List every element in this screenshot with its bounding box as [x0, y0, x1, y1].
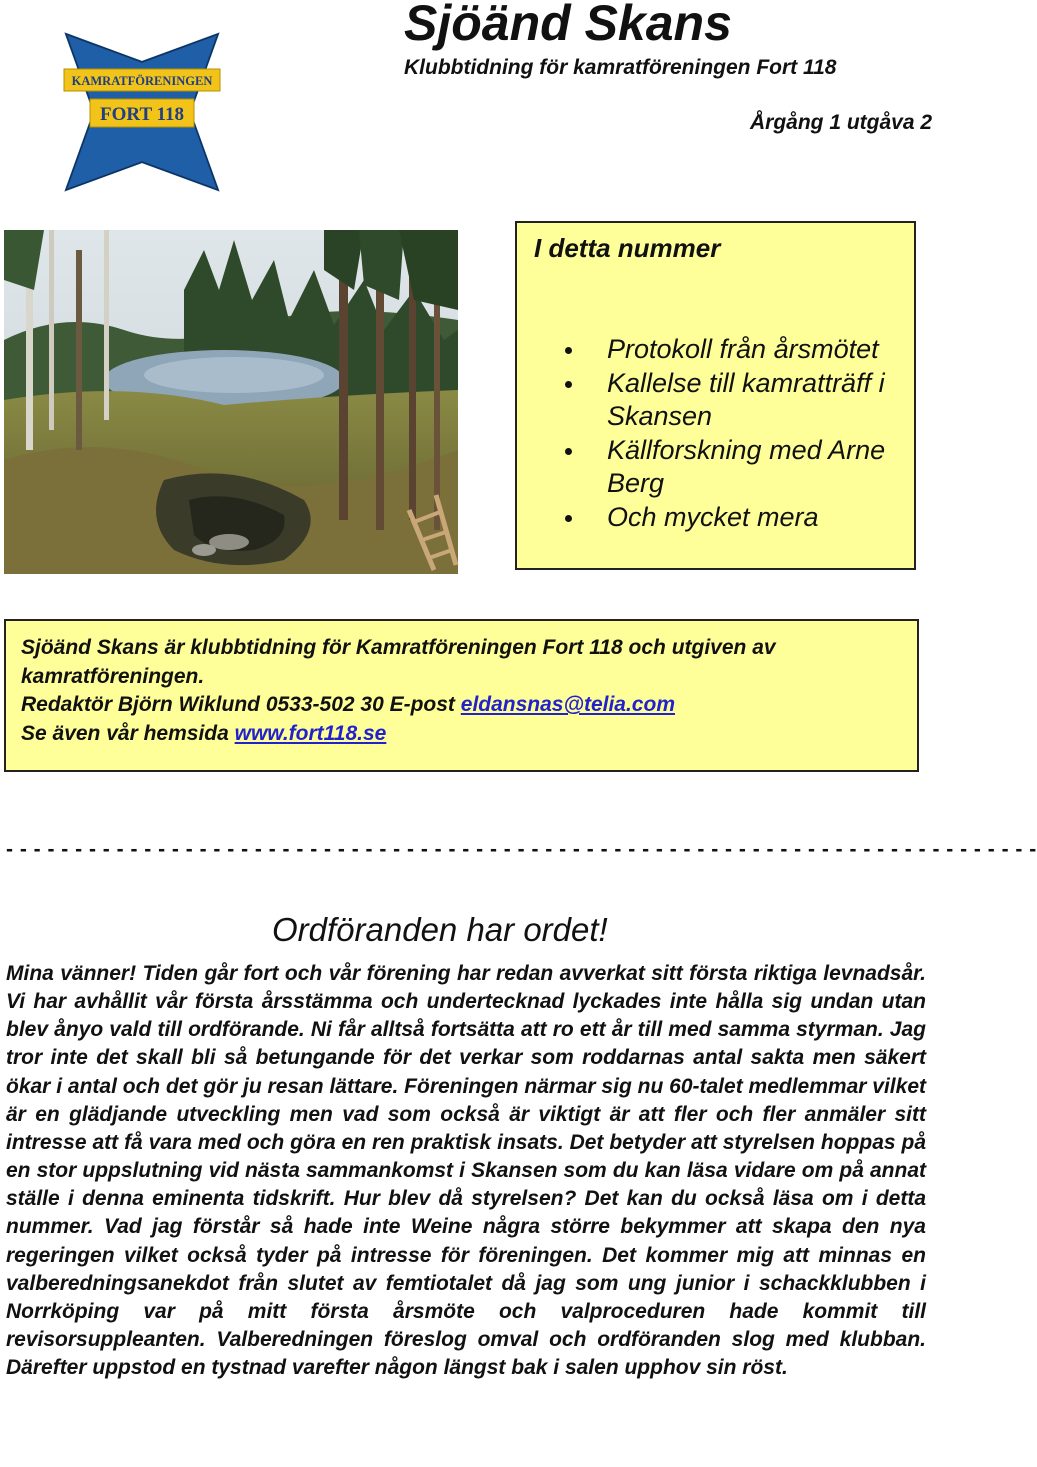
kamratforeningen-logo: [62, 32, 222, 192]
bullet-icon: [565, 381, 572, 388]
dashed-divider: - - - - - - - - - - - - - - - - - - - - - - - - - - - - - - - - - - - - - - - - - - - - - - - - - - - - - - - - - - - - - - - - - - - - - - - - - - -: [6, 838, 1037, 861]
bullet-icon: [565, 347, 572, 354]
issue-number: Årgång 1 utgåva 2: [750, 111, 933, 134]
toc-list: [539, 333, 909, 534]
forest-lake-photo: [4, 230, 458, 574]
logo-bottom-text: FORT 118: [100, 104, 184, 125]
toc-item: Och mycket mera: [539, 501, 909, 535]
website-link[interactable]: www.fort118.se: [234, 721, 387, 745]
bullet-icon: [565, 448, 572, 455]
website-line: [21, 720, 917, 749]
toc-item: Källforskning med Arne Berg: [539, 434, 909, 501]
toc-box: [515, 221, 916, 570]
article-title: Ordföranden har ordet!: [272, 911, 608, 949]
logo-top-text: KAMRATFÖRENINGEN: [71, 74, 213, 88]
article-body: Mina vänner! Tiden går fort och vår förening har redan avverkat sitt första riktiga levnadsår. Vi har avhållit vår första årsstämma och undertecknad lyckades inte hålla sig undan utan blev ånyo vald till ordförande. Ni får alltså fortsätta att ro ett år till med samma styrman. Jag tror inte det skall bli så betungande för det verkar som roddarnas antal sakta men säkert ökar i antal och det gör ju resan lättare. Föreningen närmar sig nu 60-talet medlemmar vilket är en glädjande utveckling men vad som också är viktigt är att fler och fler anmäler sitt intresse att få vara med och göra en ren praktisk insats. Det betyder att styrelsen hoppas på en stor uppslutning vid nästa sammankomst i Skansen som du kan läsa vidare om på annat ställe i denna eminenta tidskrift. Hur blev då styrelsen? Det kan du också läsa om i detta nummer. Vad jag förstår så hade inte Weine några större bekymmer att skapa den nya regeringen vilket också tyder på intresse för föreningen. Det kommer mig att minnas en valberedningsanekdot från slutet av femtiotalet då jag som ung junior i schackklubben i Norrköping var på mitt första årsmöte och valproceduren hade kommit till revisorsuppleanten. Valberedningen föreslog omval och ordföranden slog med klubban. Därefter uppstod en tystnad varefter någon längst bak i salen upphov sin röst.: [6, 962, 926, 1380]
publication-info-text: Sjöänd Skans är klubbtidning för Kamratföreningen Fort 118 och utgiven av kamratföreningen.: [21, 636, 776, 688]
toc-item: Protokoll från årsmötet: [539, 333, 909, 367]
website-text: Se även vår hemsida: [21, 721, 235, 745]
publication-info-box: [4, 619, 919, 772]
editor-line: [21, 691, 917, 720]
editor-text: Redaktör Björn Wiklund 0533-502 30 E-post: [21, 693, 461, 716]
newsletter-title: Sjöänd Skans: [404, 0, 732, 51]
email-link[interactable]: eldansnas@telia.com: [460, 693, 675, 716]
bullet-icon: [565, 515, 572, 522]
toc-heading: I detta nummer: [534, 233, 721, 263]
newsletter-subtitle: Klubbtidning för kamratföreningen Fort 118: [404, 56, 837, 79]
toc-item: Kallelse till kamratträff i Skansen: [539, 367, 909, 434]
